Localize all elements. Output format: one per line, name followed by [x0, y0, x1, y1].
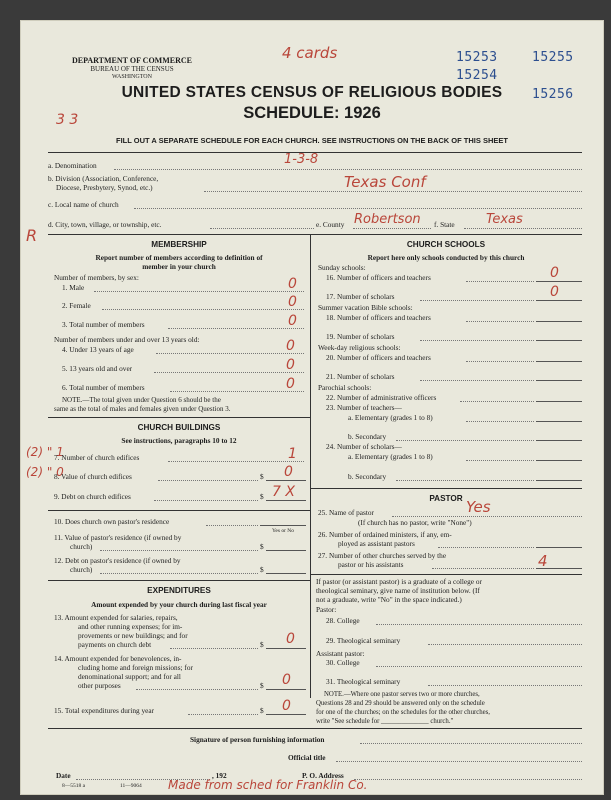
membership-heading: MEMBERSHIP	[151, 240, 207, 249]
q27-label-2: pastor or his assistants	[338, 560, 404, 569]
county-label: e. County	[316, 220, 345, 229]
cards-note: 4 cards	[282, 44, 338, 62]
q26-label-1: 26. Number of ordained ministers, if any, em-	[318, 530, 452, 539]
denomination-value[interactable]: 1-3-8	[284, 152, 319, 167]
q14-label-4: other purposes	[78, 681, 121, 690]
signature-label: Signature of person furnishing information	[190, 735, 325, 744]
stamp-number-2: 15254	[456, 68, 498, 83]
q23a-label: a. Elementary (grades 1 to 8)	[348, 413, 433, 422]
q15-dollar: $	[260, 706, 264, 715]
q25-label: 25. Name of pastor	[318, 508, 374, 517]
division-value[interactable]: Texas Conf	[344, 173, 426, 191]
schools-heading: CHURCH SCHOOLS	[406, 240, 486, 249]
pastor-note-2: Questions 28 and 29 should be answered only on the schedule	[316, 700, 485, 707]
q27-label-1: 27. Number of other churches served by the	[318, 551, 447, 560]
q3-value[interactable]: 0	[288, 313, 297, 329]
q6-value[interactable]: 0	[286, 376, 295, 392]
q10-label: 10. Does church own pastor's residence	[54, 517, 170, 526]
q8-label: 8. Value of church edifices	[54, 472, 132, 481]
q3-label: 3. Total number of members	[62, 320, 145, 329]
pastor-note-1: NOTE.—Where one pastor serves two or more churches,	[324, 691, 480, 698]
local-name-label: c. Local name of church	[48, 200, 119, 209]
q28-label: 28. College	[326, 616, 360, 625]
q4-label: 4. Under 13 years of age	[62, 345, 134, 354]
q24a-label: a. Elementary (grades 1 to 8)	[348, 452, 433, 461]
q30-label: 30. College	[326, 658, 360, 667]
division-label-1: b. Division (Association, Conference,	[48, 174, 159, 183]
stamp-number-1: 15253	[456, 50, 498, 65]
q9-label: 9. Debt on church edifices	[54, 492, 131, 501]
members-by-sex: Number of members, by sex:	[54, 273, 139, 282]
official-title-label: Official title	[288, 753, 326, 762]
q7-value[interactable]: 1	[288, 446, 297, 462]
date-label: Date	[56, 771, 71, 780]
q17-value[interactable]: 0	[550, 284, 559, 300]
q6-label: 6. Total number of members	[62, 383, 145, 392]
membership-intro-1: Report number of members according to definition of	[95, 253, 263, 262]
assistant-pastor-label: Assistant pastor:	[316, 649, 365, 658]
expenditures-intro: Amount expended by your church during last fiscal year	[91, 600, 267, 609]
q15-label: 15. Total expenditures during year	[54, 706, 155, 715]
margin-q7: (2) " 1	[26, 445, 64, 459]
q7-label: 7. Number of church edifices	[54, 453, 140, 462]
q13-label-4: payments on church debt	[78, 640, 152, 649]
q31-label: 31. Theological seminary	[326, 677, 401, 686]
membership-note-1: NOTE.—The total given under Question 6 should be the	[62, 396, 221, 404]
dept-line-3: WASHINGTON	[112, 74, 152, 80]
stamp-number-3: 15255	[532, 50, 574, 65]
q27-value[interactable]: 4	[538, 552, 548, 570]
q14-label-3: denominational support; and for all	[78, 672, 181, 681]
q12-label-1: 12. Debt on pastor's residence (if owned by	[54, 556, 181, 565]
po-address-label: P. O. Address	[302, 771, 344, 780]
denomination-label: a. Denomination	[48, 161, 97, 170]
q13-dollar: $	[260, 640, 264, 649]
buildings-heading: CHURCH BUILDINGS	[137, 423, 221, 432]
q14-label-1: 14. Amount expended for benevolences, in-	[54, 654, 182, 663]
q22-label: 22. Number of administrative officers	[326, 393, 437, 402]
stamp-number-4: 15256	[532, 87, 574, 102]
graduate-note-3: not a graduate, write "No" in the space indicated.)	[316, 595, 462, 604]
yes-no-caption: Yes or No	[271, 528, 295, 534]
city-label: d. City, town, village, or township, etc.	[48, 220, 162, 229]
q5-label: 5. 13 years old and over	[62, 364, 133, 373]
q13-value[interactable]: 0	[286, 631, 295, 647]
pastor-label: Pastor:	[316, 605, 337, 614]
dept-line-1: DEPARTMENT OF COMMERCE	[71, 56, 192, 65]
parochial-schools-label: Parochial schools:	[318, 383, 372, 392]
buildings-intro: See instructions, paragraphs 10 to 12	[121, 436, 237, 445]
dept-line-2: BUREAU OF THE CENSUS	[90, 65, 174, 73]
q1-label: 1. Male	[62, 283, 85, 292]
q4-value[interactable]: 0	[286, 338, 295, 354]
q11-dollar: $	[260, 542, 264, 551]
q25-note: (If church has no pastor, write "None")	[358, 518, 472, 527]
q20-label: 20. Number of officers and teachers	[326, 353, 431, 362]
form-title: UNITED STATES CENSUS OF RELIGIOUS BODIES	[121, 84, 503, 101]
q13-label-2: and other running expenses; for im-	[78, 622, 183, 631]
q12-dollar: $	[260, 565, 264, 574]
weekday-schools-label: Week-day religious schools:	[318, 343, 401, 352]
q13-label-3: provements or new buildings; and for	[78, 631, 188, 640]
q14-dollar: $	[260, 681, 264, 690]
age-intro: Number of members under and over 13 years old:	[54, 335, 200, 344]
margin-number: 3 3	[56, 112, 79, 128]
state-value[interactable]: Texas	[486, 212, 523, 227]
margin-q8: (2) " 0	[26, 465, 64, 479]
graduate-note-1: If pastor (or assistant pastor) is a graduate of a college or	[316, 577, 482, 586]
q16-label: 16. Number of officers and teachers	[326, 273, 431, 282]
form-subtitle: SCHEDULE: 1926	[243, 104, 381, 122]
graduate-note-2: theological seminary, give name of institution below. (If	[316, 586, 480, 595]
footer-note: Made from sched for Franklin Co.	[168, 778, 368, 792]
form-instructions: FILL OUT A SEPARATE SCHEDULE FOR EACH CHURCH. SEE INSTRUCTIONS ON THE BACK OF THIS SHEET	[116, 136, 508, 145]
q8-value[interactable]: 0	[284, 464, 293, 480]
q23b-label: b. Secondary	[348, 432, 387, 441]
form-number: 8—5518 a	[62, 783, 86, 789]
q14-value[interactable]: 0	[282, 672, 291, 688]
q24b-label: b. Secondary	[348, 472, 387, 481]
census-schedule-sheet	[20, 20, 604, 795]
q23-label: 23. Number of teachers—	[326, 403, 402, 412]
q2-label: 2. Female	[62, 301, 91, 310]
q9-value[interactable]: 7 X	[272, 484, 295, 500]
q9-dollar: $	[260, 492, 264, 501]
q1-value[interactable]: 0	[288, 276, 297, 292]
q12-label-2: church)	[70, 565, 93, 574]
q8-dollar: $	[260, 472, 264, 481]
membership-note-2: same as the total of males and females given under Question 3.	[54, 405, 231, 413]
q11-label-1: 11. Value of pastor's residence (if owned by	[54, 533, 182, 542]
expenditures-heading: EXPENDITURES	[147, 586, 211, 595]
q16-value[interactable]: 0	[550, 265, 559, 281]
q14-label-2: cluding home and foreign missions; for	[78, 663, 193, 672]
q17-label: 17. Number of scholars	[326, 292, 395, 301]
membership-intro-2: member in your church	[142, 262, 216, 271]
margin-r: R	[26, 226, 38, 245]
division-label-2: Diocese, Presbytery, Synod, etc.)	[56, 183, 153, 192]
q21-label: 21. Number of scholars	[326, 372, 395, 381]
state-label: f. State	[434, 220, 455, 229]
schools-intro: Report here only schools conducted by this church	[367, 253, 525, 262]
q11-label-2: church)	[70, 542, 93, 551]
pastor-note-4: write "See schedule for ______________ church."	[316, 718, 454, 725]
summer-schools-label: Summer vacation Bible schools:	[318, 303, 413, 312]
q19-label: 19. Number of scholars	[326, 332, 395, 341]
pastor-heading: PASTOR	[429, 494, 463, 503]
q5-value[interactable]: 0	[286, 357, 295, 373]
form-number-2: 11—9064	[120, 783, 142, 789]
q13-label-1: 13. Amount expended for salaries, repairs,	[54, 613, 178, 622]
q24-label: 24. Number of scholars—	[326, 442, 402, 451]
q15-value[interactable]: 0	[282, 698, 291, 714]
county-value[interactable]: Robertson	[354, 212, 421, 227]
q26-label-2: ployed as assistant pastors	[338, 539, 415, 548]
sunday-schools-label: Sunday schools:	[318, 263, 366, 272]
date-year: , 192	[212, 771, 227, 780]
q29-label: 29. Theological seminary	[326, 636, 401, 645]
q18-label: 18. Number of officers and teachers	[326, 313, 431, 322]
q25-value[interactable]: Yes	[466, 498, 491, 516]
pastor-note-3: for one of the churches; on the schedules for the other churches,	[316, 709, 491, 716]
q2-value[interactable]: 0	[288, 294, 297, 310]
